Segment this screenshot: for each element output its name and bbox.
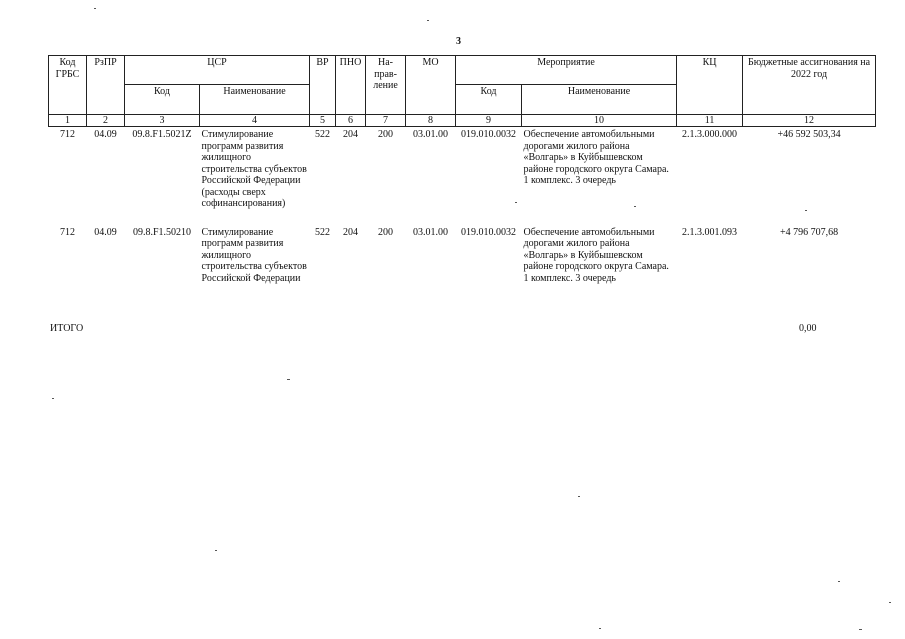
- scan-speck: [287, 379, 290, 380]
- scan-speck: [215, 550, 217, 551]
- cell-napravlenie: 200: [378, 129, 394, 140]
- cell-mer-kod: 019.010.0032: [461, 226, 517, 238]
- page-number: 3: [456, 36, 461, 47]
- cell-budget: +4 796 707,68: [779, 226, 839, 238]
- cell-budget: +46 592 503,34: [777, 129, 841, 140]
- header-csr-name: Наименование: [200, 85, 310, 115]
- cell-kod-grbs: 712: [60, 129, 75, 140]
- header-csr: ЦСР: [125, 56, 310, 85]
- column-number: 7: [366, 115, 406, 127]
- total-label: ИТОГО: [50, 323, 84, 334]
- header-mer-name: Наименование: [522, 85, 677, 115]
- cell-kc: 2.1.3.001.093: [682, 226, 738, 238]
- scan-speck: [578, 496, 580, 497]
- cell-pno: 204: [343, 226, 359, 238]
- scan-speck: [515, 202, 517, 203]
- column-number-row: [49, 115, 876, 127]
- header-mo: МО: [406, 56, 456, 115]
- header-csr-kod: Код: [125, 85, 200, 115]
- header-mer-kod: Код: [456, 85, 522, 115]
- scan-speck: [859, 629, 862, 630]
- scan-speck: [599, 628, 601, 629]
- column-number: 11: [677, 115, 743, 127]
- header-budget: Бюджетные ассигнования на 2022 год: [743, 56, 876, 115]
- column-number: 6: [336, 115, 366, 127]
- column-number: 12: [743, 115, 876, 127]
- cell-vr: 522: [315, 129, 331, 140]
- cell-csr-kod: 09.8.F1.50210: [132, 226, 192, 238]
- column-number: 10: [522, 115, 677, 127]
- budget-table: [48, 55, 876, 285]
- cell-mer-name: Обеспечение автомобильными дорогами жилого района «Волгарь» в Куйбышевском районе городского округа Самара. 1 комплекс. 3 очередь: [523, 226, 669, 284]
- cell-pno: 204: [343, 129, 359, 140]
- cell-mo: 03.01.00: [413, 129, 449, 140]
- header-napravlenie: На-прав-ление: [366, 56, 406, 115]
- scan-speck: [427, 20, 429, 21]
- cell-kc: 2.1.3.000.000: [682, 129, 738, 140]
- cell-rzpr: 04.09: [94, 226, 117, 238]
- header-kod-grbs: Код ГРБС: [49, 56, 87, 115]
- column-number: 1: [49, 115, 87, 127]
- table-row: [49, 127, 876, 211]
- header-rzpr: РзПР: [87, 56, 125, 115]
- scan-speck: [838, 581, 840, 582]
- column-number: 5: [310, 115, 336, 127]
- header-meropriyatie: Мероприятие: [456, 56, 677, 85]
- cell-rzpr: 04.09: [94, 129, 117, 140]
- header-kc: КЦ: [677, 56, 743, 115]
- column-number: 8: [406, 115, 456, 127]
- header-vr: ВР: [310, 56, 336, 115]
- scan-speck: [52, 398, 54, 399]
- scan-speck: [805, 210, 807, 211]
- cell-napravlenie: 200: [378, 226, 394, 238]
- cell-csr-name: Стимулирование программ развития жилищного строительства субъектов Российской Федерации (расходы сверх софинансирования): [201, 129, 307, 209]
- header-pno: ПНО: [336, 56, 366, 115]
- column-number: 3: [125, 115, 200, 127]
- cell-csr-kod: 09.8.F1.5021Z: [132, 129, 192, 140]
- cell-vr: 522: [315, 226, 331, 238]
- cell-mo: 03.01.00: [413, 226, 449, 238]
- scan-speck: [634, 206, 636, 207]
- scan-speck: [94, 8, 96, 9]
- cell-mer-name: Обеспечение автомобильными дорогами жилого района «Волгарь» в Куйбышевском районе городского округа Самара. 1 комплекс. 3 очередь: [523, 129, 669, 186]
- column-number: 4: [200, 115, 310, 127]
- column-number: 2: [87, 115, 125, 127]
- cell-csr-name: Стимулирование программ развития жилищного строительства субъектов Российской Федерации: [201, 226, 307, 284]
- cell-kod-grbs: 712: [60, 226, 75, 238]
- table-row: [49, 211, 876, 286]
- total-value: 0,00: [799, 323, 817, 334]
- column-number: 9: [456, 115, 522, 127]
- scan-speck: [889, 602, 891, 603]
- cell-mer-kod: 019.010.0032: [461, 129, 517, 140]
